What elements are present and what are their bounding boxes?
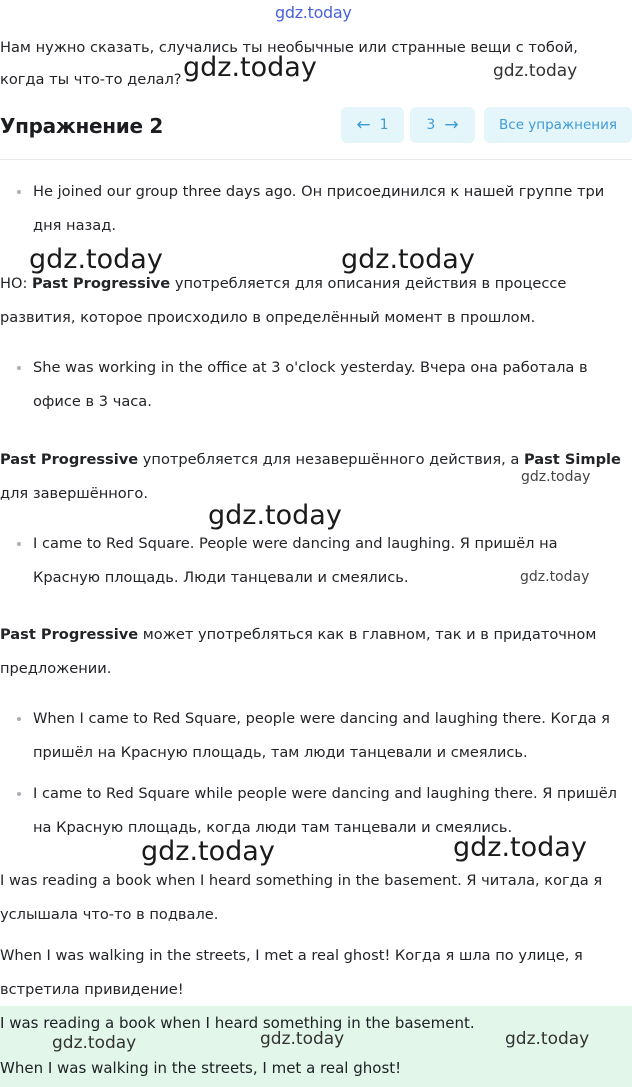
list-item-text: She was working in the office at 3 o'clock yesterday. Вчера она работала в офисе в 3 часа. — [33, 359, 588, 410]
watermark: gdz.today — [341, 244, 475, 275]
all-exercises-button[interactable]: Все упражнения — [484, 107, 632, 143]
note-text: употребляется для описания действия в процессе развития, которое происходило в определённый момент в прошлом. — [0, 275, 567, 326]
note-term: Past Simple — [523, 451, 621, 468]
note-paragraph — [0, 267, 622, 335]
exercise-header — [0, 107, 632, 160]
bullet-dot — [17, 542, 21, 546]
list-item-text: He joined our group three days ago. Он присоединился к нашей группе три дня назад. — [33, 183, 605, 234]
note-paragraph — [0, 618, 622, 686]
watermark: gdz.today — [141, 836, 275, 867]
watermark: gdz.today — [260, 1029, 345, 1049]
bullet-dot — [17, 717, 21, 721]
prev-exercise-button[interactable] — [341, 107, 404, 143]
watermark: gdz.today — [52, 1033, 137, 1053]
list-item — [17, 351, 623, 419]
prev-exercise-label: 1 — [379, 117, 389, 133]
note-prefix: НО: — [0, 275, 33, 292]
watermark: gdz.today — [183, 52, 317, 83]
watermark: gdz.today — [208, 500, 342, 531]
text-paragraph: I was reading a book when I heard something in the basement. Я читала, когда я услышала что-то в подвале. — [0, 872, 603, 923]
next-exercise-button[interactable] — [410, 107, 475, 143]
answer-line: When I was walking in the streets, I met a real ghost! — [0, 1059, 402, 1077]
note-term: Past Progressive — [32, 275, 171, 292]
exercise-title: Упражнение 2 — [0, 114, 164, 138]
note-text: может употребляться как в главном, так и в придаточном предложении. — [0, 626, 597, 677]
watermark: gdz.today — [29, 244, 163, 275]
note-term: Past Progressive — [0, 626, 139, 643]
arrow-left-icon: ← — [356, 114, 371, 135]
intro-text: Нам нужно сказать, случались ты необычные или странные вещи с тобой, когда ты что-то делал? — [0, 39, 578, 88]
note-text: употребляется для незавершённого действия, а — [138, 451, 524, 468]
watermark: gdz.today — [493, 61, 578, 81]
bullet-dot — [17, 792, 21, 796]
watermark: gdz.today — [521, 469, 591, 485]
note-term: Past Progressive — [0, 451, 139, 468]
list-item-text: I came to Red Square. People were dancing and laughing. Я пришёл на Красную площадь. Люди танцевали и смеялись. — [33, 535, 558, 586]
answer-line: I was reading a book when I heard something in the basement. — [0, 1014, 475, 1032]
list-item-text: I came to Red Square while people were dancing and laughing there. Я пришёл на Красную площадь, когда люди там танцевали и смеялись. — [33, 785, 618, 836]
bullet-dot — [17, 190, 21, 194]
watermark: gdz.today — [520, 569, 590, 585]
list-item-text: When I came to Red Square, people were dancing and laughing there. Когда я пришёл на Красную площадь, там люди танцевали и смеялись. — [33, 710, 610, 761]
watermark: gdz.today — [453, 832, 587, 863]
bullet-dot — [17, 366, 21, 370]
list-item — [17, 702, 623, 770]
site-logo[interactable]: gdz.today — [275, 3, 352, 22]
list-item — [17, 175, 623, 243]
arrow-right-icon: → — [444, 114, 459, 135]
next-exercise-label: 3 — [426, 117, 436, 133]
watermark: gdz.today — [505, 1029, 590, 1049]
note-text: для завершённого. — [0, 485, 148, 502]
text-paragraph: When I was walking in the streets, I met a real ghost! Когда я шла по улице, я встретила привидение! — [0, 947, 583, 998]
